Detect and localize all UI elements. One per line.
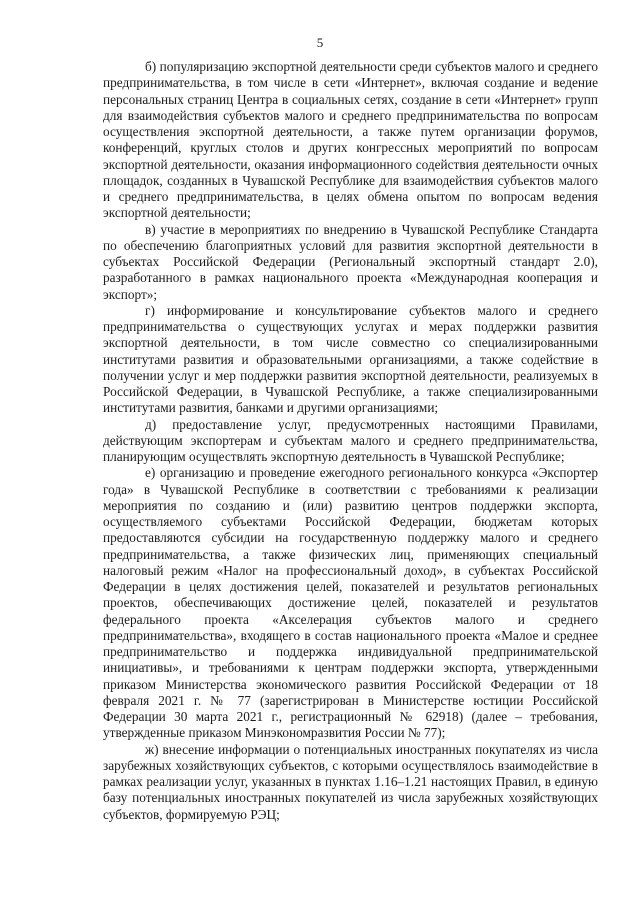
paragraph-b: б) популяризацию экспортной деятельности среди субъектов малого и среднего предпринимательства, в том числе в сети «Интернет», включая создание и ведение персональных страниц Центра в социальных сетях, создание в сети «Интернет» групп для взаимодействия субъектов малого и среднего предпринимательства по вопросам осуществления экспортной деятельности, а также путем организации форумов, конференций, круглых столов и других конгрессных мероприятий по вопросам экспортной деятельности, оказания информационного содействия деятельности очных площадок, созданных в Чувашской Республике для взаимодействия субъектов малого и среднего предпринимательства, в целях обмена опытом по вопросам ведения экспортной деятельности; <box>103 59 598 221</box>
paragraph-zh: ж) внесение информации о потенциальных иностранных покупателях из числа зарубежных хозяйствующих субъектов, с которыми осуществлялось взаимодействие в рамках реализации услуг, указанных в пунктах 1.16–1.21 настоящих Правил, в единую базу потенциальных иностранных покупателей из числа зарубежных хозяйствующих субъектов, формируемую РЭЦ; <box>103 741 598 822</box>
paragraph-e: е) организацию и проведение ежегодного регионального конкурса «Экспортер года» в Чувашской Республике в соответствии с требованиями к реализации мероприятия по созданию и (или) развитию центров поддержки экспорта, осуществляемого субъектами Российской Федерации, бюджетам которых предоставляются субсидии на государственную поддержку малого и среднего предпринимательства, а также физических лиц, применяющих специальный налоговый режим «Налог на профессиональный доход», в субъектах Российской Федерации в целях достижения целей, показателей и результатов региональных проектов, обеспечивающих достижение целей, показателей и результатов федерального проекта «Акселерация субъектов малого и среднего предпринимательства», входящего в состав национального проекта «Малое и среднее предпринимательство и поддержка индивидуальной предпринимательской инициативы», и требованиями к центрам поддержки экспорта, утвержденными приказом Министерства экономического развития Российской Федерации от 18 февраля 2021 г. № 77 (зарегистрирован в Министерстве юстиции Российской Федерации 30 марта 2021 г., регистрационный № 62918) (далее – требования, утвержденные приказом Минэкономразвития России № 77); <box>103 465 598 741</box>
page-number: 5 <box>316 35 324 50</box>
document-body <box>103 59 598 823</box>
paragraph-d: д) предоставление услуг, предусмотренных настоящими Правилами, действующим экспортерам и субъектам малого и среднего предпринимательства, планирующим осуществлять экспортную деятельность в Чувашской Республике; <box>103 416 598 464</box>
paragraph-g: г) информирование и консультирование субъектов малого и среднего предпринимательства о существующих услугах и мерах поддержки развития экспортной деятельности, в том числе совместно со специализированными институтами развития и образовательными организациями, а также содействие в получении услуг и мер поддержки развития экспортной деятельности, реализуемых в Российской Федерации, в Чувашской Республике, а также специализированными институтами развития, банками и другими организациями; <box>103 302 598 416</box>
paragraph-v: в) участие в мероприятиях по внедрению в Чувашской Республике Стандарта по обеспечению благоприятных условий для развития экспортной деятельности в субъектах Российской Федерации (Региональный экспортный стандарт 2.0), разработанного в рамках национального проекта «Международная кооперация и экспорт»; <box>103 221 598 302</box>
